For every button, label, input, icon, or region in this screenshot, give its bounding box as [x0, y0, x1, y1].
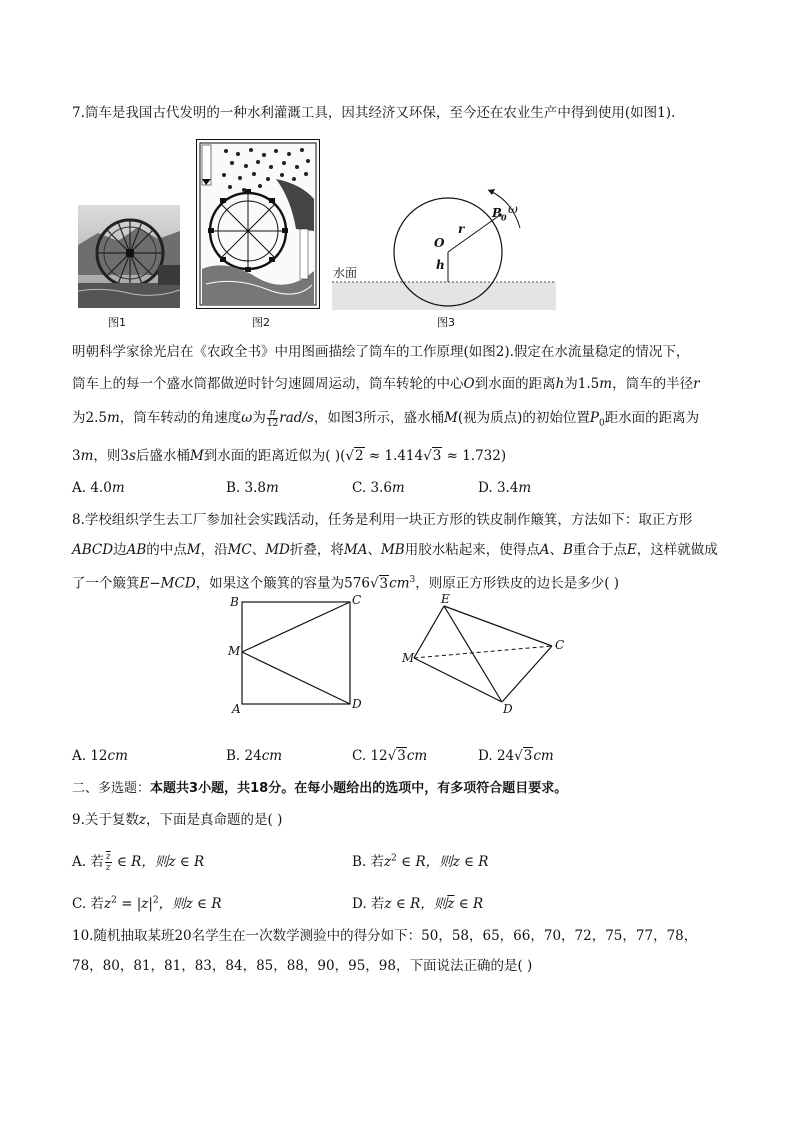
q8-option-d[interactable]: D. 24√3cm — [478, 748, 554, 764]
q9-option-d[interactable]: D. 若z ∈ R，则$\overline{z}$ ∈ R — [352, 896, 484, 912]
figure-2-illustration — [196, 139, 320, 309]
q8-option-b[interactable]: B. 24cm — [226, 748, 283, 764]
fig3-label-water: 水面 — [333, 266, 358, 280]
section-2-heading: 二、多选题：本题共3小题，共18分。在每小题给出的选项中，有多项符合题目要求。 — [72, 781, 568, 796]
figure-2-caption: 图2 — [252, 316, 270, 329]
q9-option-b[interactable]: B. 若$z^2$ ∈ R，则z ∈ R — [352, 853, 489, 870]
q7-line-1: 明朝科学家徐光启在《农政全书》中用图画描绘了筒车的工作原理(如图2).假定在水流量稳定的情况下， — [72, 344, 690, 360]
q10-line-1: 10.随机抽取某班20名学生在一次数学测验中的得分如下：50，58，65，66，70，72，75，77，78， — [72, 928, 698, 944]
q7-line-2: 筒车上的每一个盛水筒都做逆时针匀速圆周运动，筒车转轮的中心O到水面的距离h为1.5m，筒车的半径r — [72, 376, 700, 392]
q8-line-3: 了一个簸箕E−MCD，如果这个簸箕的容量为$576√3cm^3$，则原正方形铁皮的边长是多少( ) — [72, 575, 620, 592]
q9-option-a[interactable]: A. 若 $\frac{\overline{z}}{z}$ ∈ R，则z ∈ R — [72, 852, 205, 873]
fig3-label-h: h — [436, 258, 445, 272]
q7-option-b[interactable]: B. 3.8m — [226, 480, 279, 496]
square-diagram — [228, 596, 368, 716]
square-label-B: B — [230, 595, 239, 609]
tetra-label-E: E — [441, 592, 450, 606]
fig3-label-omega: ω — [508, 202, 518, 216]
figure-3-caption: 图3 — [437, 316, 455, 329]
q8-line-1: 8.学校组织学生去工厂参加社会实践活动，任务是利用一块正方形的铁皮制作簸箕，方法如下：取正方形 — [72, 512, 693, 528]
q7-option-c[interactable]: C. 3.6m — [352, 480, 405, 496]
q8-option-a[interactable]: A. 12cm — [72, 748, 128, 764]
tetra-label-D: D — [503, 702, 513, 716]
q7-option-d[interactable]: D. 3.4m — [478, 480, 532, 496]
tetrahedron-diagram — [400, 596, 560, 716]
q7-line-4: 3m，则3s后盛水桶M到水面的距离近似为( )(√2 ≈ 1.414√3 ≈ 1.732) — [72, 448, 507, 464]
tetra-label-C: C — [555, 638, 565, 652]
q8-line-2: ABCD边AB的中点M，沿MC、MD折叠，将MA、MB用胶水粘起来，使得点A、B重合于点E，这样就做成 — [72, 542, 718, 558]
tetra-label-M: M — [402, 651, 415, 665]
figure-1-caption: 图1 — [108, 316, 126, 329]
fig3-label-O: O — [434, 236, 445, 250]
square-label-M: M — [228, 644, 241, 658]
q10-line-2: 78，80，81，81，83，84，85，88，90，95，98，下面说法正确的是( ) — [72, 958, 533, 974]
fig3-label-P0: $P_0$ — [492, 206, 507, 223]
q7-option-a[interactable]: A. 4.0m — [72, 480, 125, 496]
square-label-C: C — [352, 593, 362, 607]
q7-line-3: 为2.5m，筒车转动的角速度ω为 $\frac{\pi}{12}$ rad/s，如图3所示，盛水桶M(视为质点)的初始位置$P_0$距水面的距离为 — [72, 408, 700, 429]
q7-stem: 7.筒车是我国古代发明的一种水利灌溉工具，因其经济又环保，至今还在农业生产中得到使用(如图1). — [72, 105, 676, 121]
q9-option-c[interactable]: C. 若$z^2 = |z|^2$，则z ∈ R — [72, 895, 222, 912]
fig3-label-r: r — [458, 222, 465, 236]
figure-1-photo — [78, 205, 180, 308]
square-label-A: A — [232, 702, 241, 716]
square-label-D: D — [352, 697, 362, 711]
q9-stem: 9.关于复数z，下面是真命题的是( ) — [72, 812, 283, 828]
q8-option-c[interactable]: C. 12√3cm — [352, 748, 428, 764]
